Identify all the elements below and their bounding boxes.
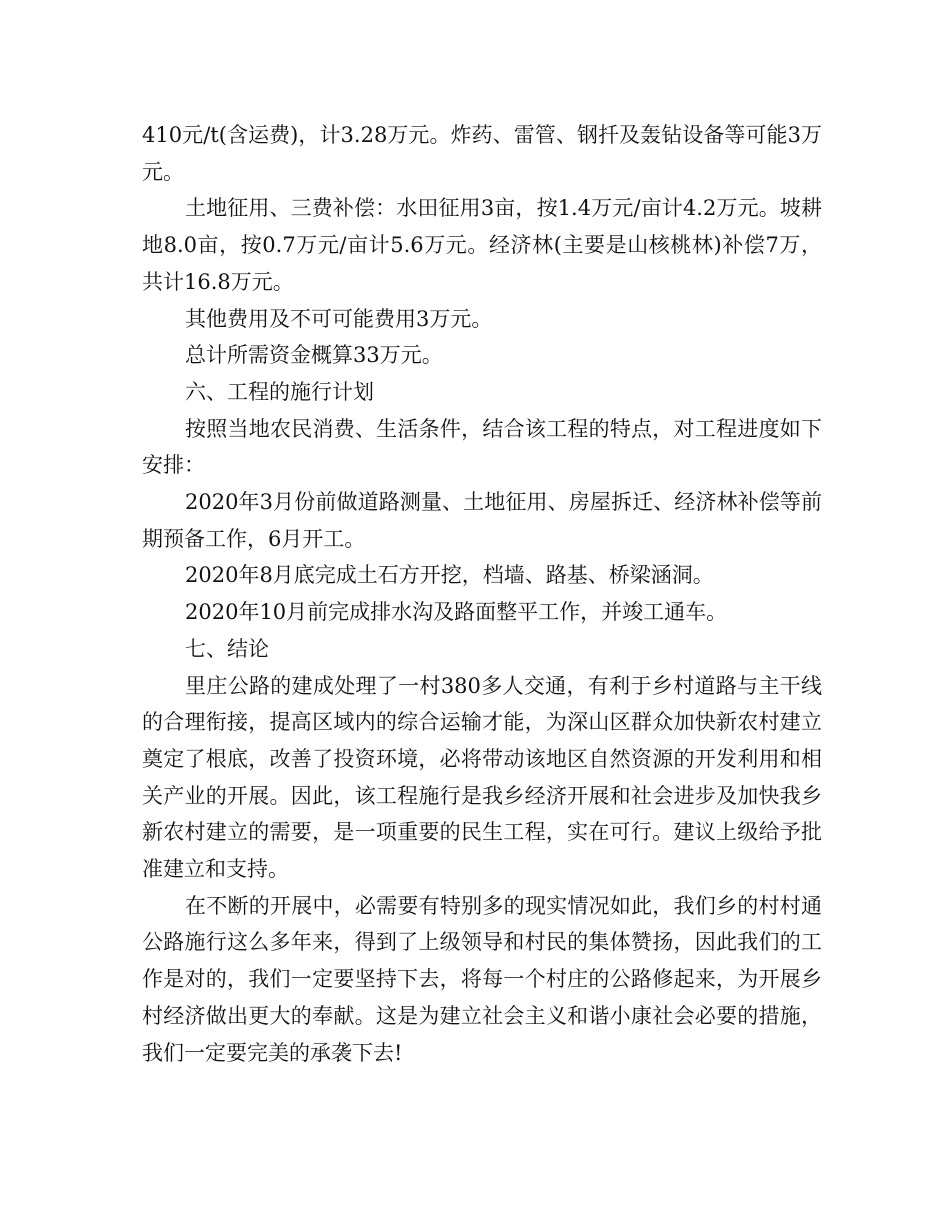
paragraph-schedule-intro: 按照当地农民消费、生活条件，结合该工程的特点，对工程进度如下安排： (142, 416, 822, 478)
paragraph-schedule-october: 2020年10月前完成排水沟及路面整平工作，并竣工通车。 (185, 600, 728, 625)
paragraph-closing: 在不断的开展中，必需要有特别多的现实情况如此，我们乡的村村通公路施行这么多年来，得到了上级领导和村民的集体赞扬，因此我们的工作是对的，我们一定要坚持下去，将每一个村庄的公路修起来，为开展乡村经济做出更大的奉献。这是为建立社会主义和谐小康社会必要的措施，我们一定要完美的承袭下去! (142, 893, 822, 1065)
paragraph-total-budget: 总计所需资金概算33万元。 (185, 343, 443, 368)
section-heading-schedule: 六、工程的施行计划 (185, 379, 374, 404)
paragraph-conclusion: 里庄公路的建成处理了一村380多人交通，有利于乡村道路与主干线的合理衔接，提高区域内的综合运输才能，为深山区群众加快新农村建立奠定了根底，改善了投资环境，必将带动该地区自然资源的开发利用和相关产业的开展。因此，该工程施行是我乡经济开展和社会进步及加快我乡新农村建立的需要，是一项重要的民生工程，实在可行。建议上级给予批准建立和支持。 (142, 673, 822, 882)
paragraph-land-compensation: 土地征用、三费补偿：水田征用3亩，按1.4万元/亩计4.2万元。坡耕地8.0亩，按0.7万元/亩计5.6万元。经济林(主要是山核桃林)补偿7万，共计16.8万元。 (142, 196, 822, 294)
section-heading-conclusion: 七、结论 (185, 636, 269, 661)
paragraph-schedule-august: 2020年8月底完成土石方开挖，档墙、路基、桥梁涵洞。 (185, 563, 714, 588)
paragraph-schedule-march: 2020年3月份前做道路测量、土地征用、房屋拆迁、经济林补偿等前期预备工作，6月开工。 (142, 490, 822, 551)
document-body (142, 117, 822, 1071)
paragraph-cost-materials: 410元/t(含运费)，计3.28万元。炸药、雷管、钢扦及轰钻设备等可能3万元。 (142, 123, 822, 184)
paragraph-other-costs: 其他费用及不可可能费用3万元。 (185, 306, 493, 331)
